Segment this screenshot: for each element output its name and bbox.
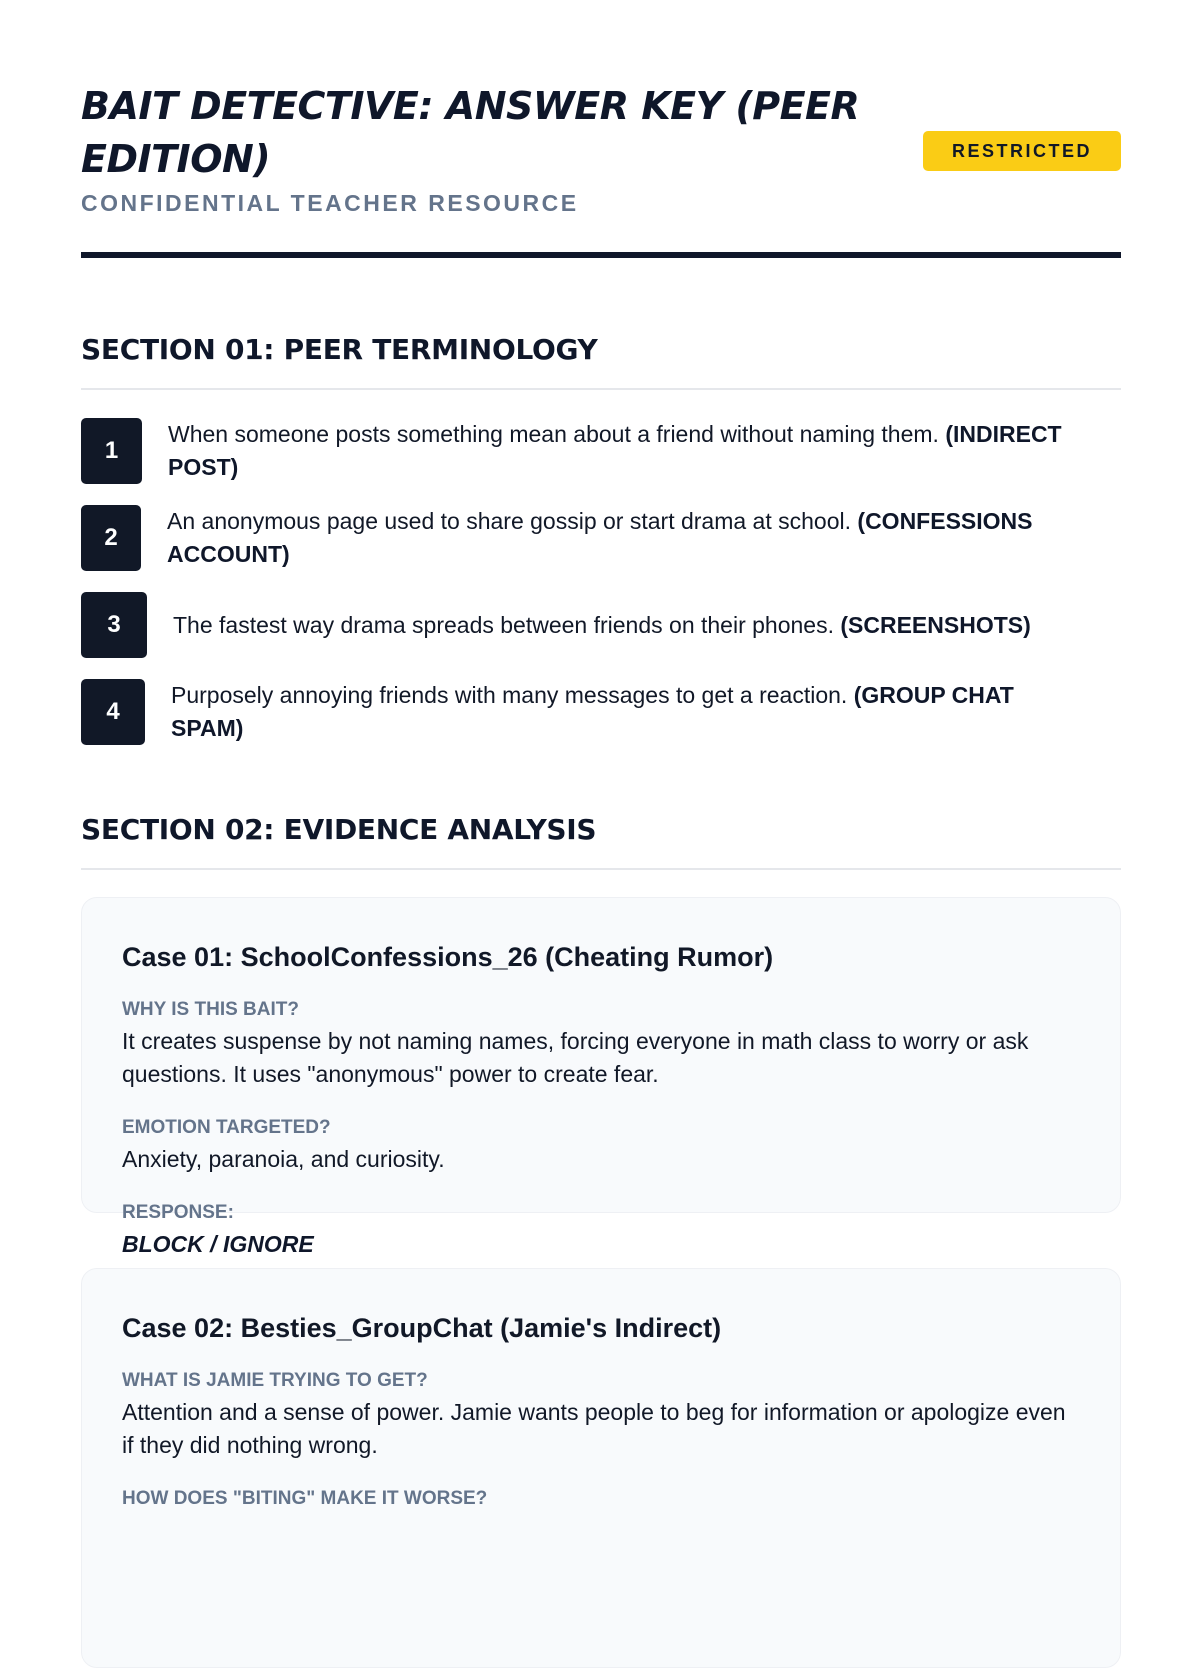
terminology-definition [141, 505, 1097, 571]
field-label: EMOTION TARGETED? [122, 1117, 331, 1138]
section-evidence-analysis [81, 813, 1121, 1668]
field-label: WHY IS THIS BAIT? [122, 999, 299, 1020]
definition-text: When someone posts something mean about a friend without naming them. [168, 421, 946, 447]
section-peer-terminology [81, 333, 1121, 745]
definition-answer: (GROUP CHAT SPAM) [171, 682, 1014, 741]
section-divider [81, 868, 1121, 870]
field-value: Anxiety, paranoia, and curiosity. [122, 1146, 445, 1172]
case-title: Case 02: Besties_GroupChat (Jamie's Indirect) [122, 1313, 722, 1343]
document-title: BAIT DETECTIVE: ANSWER KEY (PEER EDITION) [81, 84, 860, 181]
definition-answer: (SCREENSHOTS) [840, 611, 1031, 638]
case-card [81, 897, 1121, 1257]
definition-answer: (CONFESSIONS ACCOUNT) [167, 508, 1033, 567]
section-heading: SECTION 01: PEER TERMINOLOGY [81, 333, 598, 366]
document-header [81, 80, 1121, 252]
item-number-badge: 3 [81, 592, 147, 658]
terminology-definition [145, 679, 1091, 745]
section-divider [81, 388, 1121, 390]
restricted-badge: RESTRICTED [923, 131, 1121, 171]
definition-text: An anonymous page used to share gossip or start drama at school. [167, 508, 858, 534]
field-label: RESPONSE: [122, 1202, 234, 1223]
field-label: HOW DOES "BITING" MAKE IT WORSE? [122, 1488, 488, 1509]
item-number-badge: 4 [81, 679, 145, 745]
field-label: WHAT IS JAMIE TRYING TO GET? [122, 1370, 428, 1391]
item-number-badge: 2 [81, 505, 141, 571]
section-heading: SECTION 02: EVIDENCE ANALYSIS [81, 813, 597, 846]
definition-answer: (INDIRECT POST) [168, 421, 1062, 480]
item-number-badge: 1 [81, 418, 142, 484]
case-card [81, 1268, 1121, 1668]
answer-key-page [81, 0, 1121, 1668]
terminology-item [81, 505, 1121, 571]
definition-text: The fastest way drama spreads between friends on their phones. [173, 611, 841, 638]
terminology-definition [142, 418, 1068, 484]
terminology-item [81, 592, 1121, 658]
terminology-item [81, 679, 1121, 745]
header-divider [81, 252, 1121, 258]
field-value: It creates suspense by not naming names, forcing everyone in math class to worry or ask questions. It uses "anonymous" power to create fear. [122, 1028, 1029, 1087]
response-value: BLOCK / IGNORE [122, 1231, 314, 1257]
document-subtitle: CONFIDENTIAL TEACHER RESOURCE [81, 190, 579, 216]
field-value: Attention and a sense of power. Jamie wants people to beg for information or apologize even if they did nothing wrong. [122, 1399, 1066, 1458]
terminology-list [81, 418, 1121, 745]
case-title: Case 01: SchoolConfessions_26 (Cheating Rumor) [122, 942, 774, 972]
definition-text: Purposely annoying friends with many messages to get a reaction. [171, 682, 854, 708]
terminology-definition [147, 609, 1103, 642]
terminology-item [81, 418, 1121, 484]
